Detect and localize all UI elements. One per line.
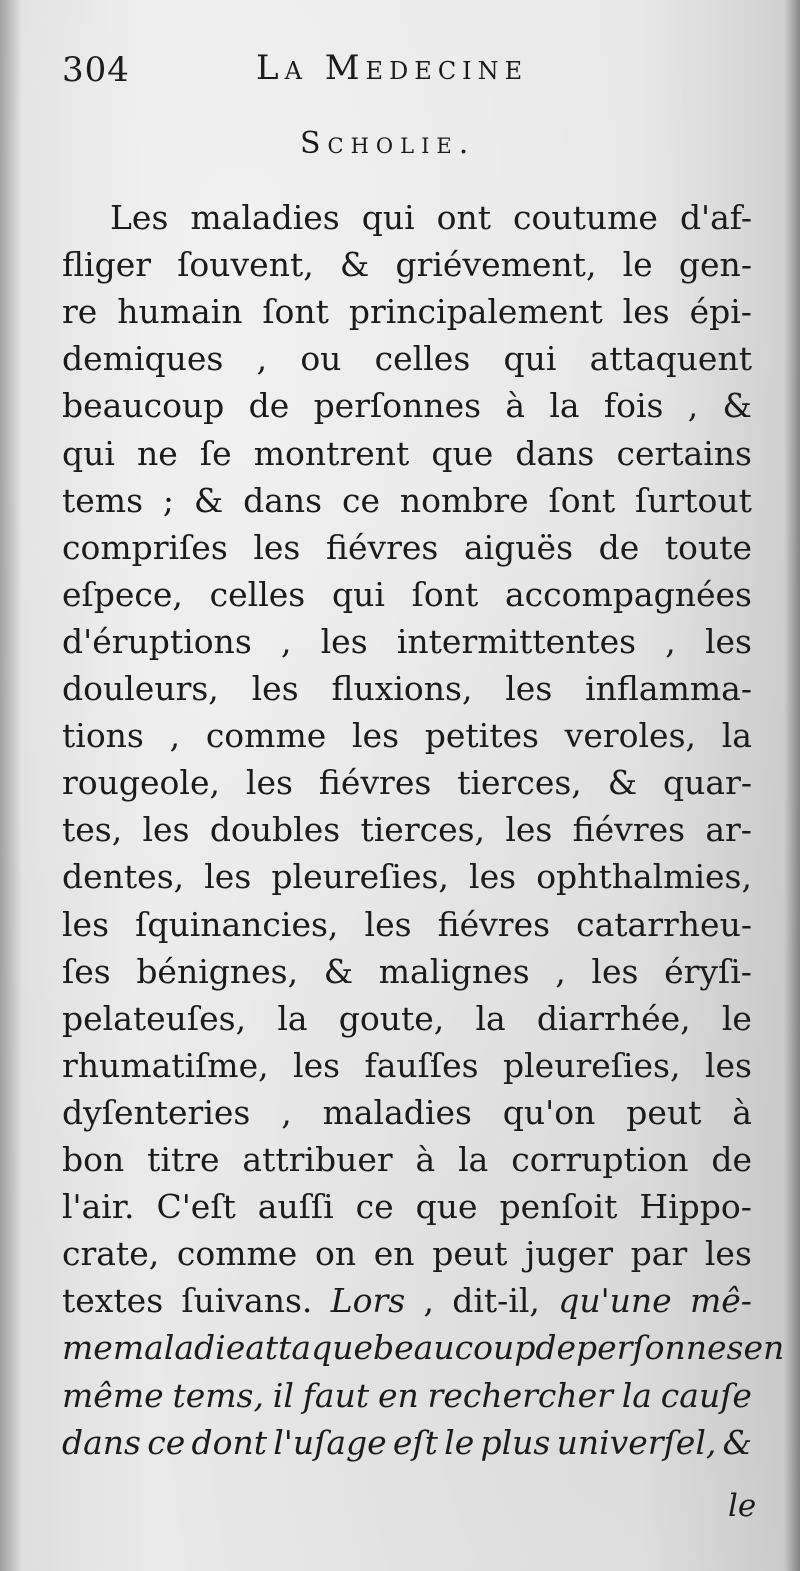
text-line: d'éruptions , les intermittentes , les — [62, 621, 752, 661]
text-line: même tems, il faut en rechercher la cauſe — [62, 1375, 752, 1415]
text-line: tems ; & dans ce nombre ſont ſurtout — [62, 480, 752, 520]
text-line: tes, les doubles tierces, les fiévres ar- — [62, 810, 752, 850]
text-line: demiques , ou celles qui attaquent — [62, 339, 752, 379]
text-line: beaucoup de perſonnes à la fois , & — [62, 386, 752, 426]
text-line: bon titre attribuer à la corruption de — [62, 1140, 752, 1179]
text-line: textes ſuivans. Lors , dit-il, qu'une mê- — [62, 1281, 752, 1321]
text-line: Les maladies qui ont coutume d'af- — [110, 198, 752, 237]
text-line: rhumatiſme, les fauſſes pleureſies, les — [62, 1045, 752, 1085]
text-line: compriſes les fiévres aiguës de toute — [62, 527, 752, 567]
text-line: re humain ſont principalement les épi- — [62, 292, 752, 332]
gutter-shadow — [0, 0, 22, 1571]
text-line: douleurs, les fluxions, les inflamma- — [62, 669, 752, 708]
text-line: dentes, les pleureſies, les ophthalmies, — [62, 857, 752, 897]
text-line: pelateuſes, la goute, la diarrhée, le — [62, 998, 752, 1038]
section-heading: Scholie. — [300, 126, 476, 161]
text-line: dyſenteries , maladies qu'on peut à — [62, 1092, 752, 1132]
text-line: fliger ſouvent, & griévement, le gen- — [62, 245, 752, 285]
text-line: les ſquinancies, les fiévres catarrheu- — [62, 904, 752, 944]
text-line: l'air. C'eſt auſſi ce que penſoit Hippo- — [62, 1187, 752, 1227]
running-title: La Medecine — [256, 48, 529, 88]
page-edge-shadow — [784, 0, 800, 1571]
text-line: eſpece, celles qui ſont accompagnées — [62, 574, 752, 614]
text-line: ſes bénignes, & malignes , les éryſi- — [62, 951, 752, 991]
page-number: 304 — [62, 50, 130, 90]
text-line: qui ne ſe montrent que dans certains — [62, 433, 752, 473]
text-line: dans ce dont l'uſage eſt le plus univerſel, & — [62, 1422, 752, 1462]
text-line: me maladie attaque beaucoup de perſonnes en — [62, 1328, 785, 1368]
catchword: le — [728, 1488, 757, 1524]
text-line: crate, comme on en peut juger par les — [62, 1234, 752, 1274]
text-line: tions , comme les petites veroles, la — [62, 716, 752, 756]
text-line: rougeole, les fiévres tierces, & quar- — [62, 763, 752, 803]
